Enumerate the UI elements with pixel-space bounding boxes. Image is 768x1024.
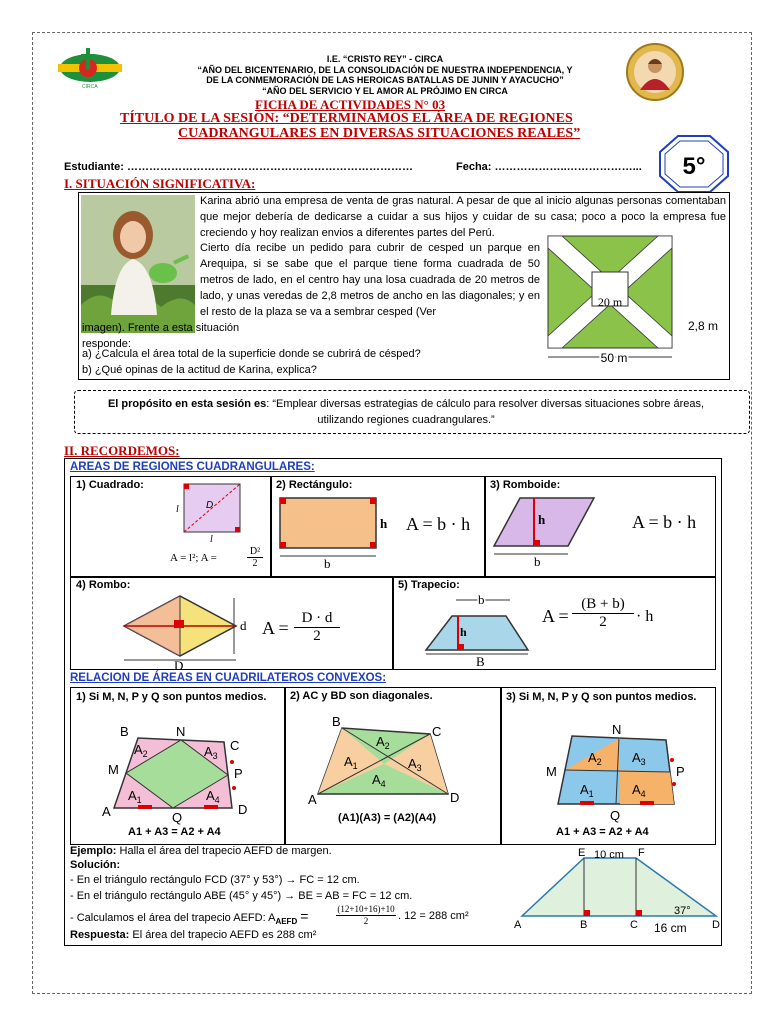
svg-text:D: D — [238, 802, 248, 817]
svg-text:A: A — [514, 919, 522, 931]
svg-text:F: F — [638, 847, 645, 859]
svg-text:D: D — [174, 658, 184, 673]
svg-text:C: C — [230, 738, 240, 753]
svg-text:A1: $A_1$ — [580, 782, 594, 799]
relation-2-label: 2) AC y BD son diagonales. — [290, 690, 433, 702]
question-b: b) ¿Qué opinas de la actitud de Karina, explica? — [82, 364, 317, 376]
svg-text:P: P — [234, 766, 243, 781]
session-title-2: CUADRANGULARES EN DIVERSAS SITUACIONES REALES” — [178, 126, 581, 141]
relation-1-figure — [100, 722, 268, 825]
year-line-1: “AÑO DEL BICENTENARIO, DE LA CONSOLIDACIÓN DE NUESTRA INDEPENDENCIA, Y — [197, 65, 573, 75]
svg-text:2,8 m: 2,8 m — [688, 319, 719, 333]
student-field[interactable]: Estudiante: …………………………………………………………………… — [64, 161, 413, 173]
svg-text:A2: $A_2$ — [588, 750, 602, 767]
svg-text:h: h — [538, 512, 546, 527]
svg-text:A3: $A_3$ — [632, 750, 646, 767]
svg-text:h: h — [460, 625, 467, 639]
square-formula: A = l²; A = — [170, 552, 217, 564]
svg-text:A4: $A_4$ — [206, 788, 220, 805]
svg-text:A: A — [308, 792, 317, 807]
svg-text:B: B — [120, 724, 129, 739]
svg-text:h: h — [380, 516, 388, 531]
recall-heading: II. RECORDEMOS: — [64, 443, 180, 458]
svg-text:M: M — [108, 762, 119, 777]
rectangle-label: 2) Rectángulo: — [276, 479, 353, 491]
trapezoid-formula-fraction: (B + b) 2 — [572, 596, 634, 631]
svg-text:N: N — [612, 722, 622, 737]
question-a: a) ¿Calcula el área total de la superficie donde se cubrirá de césped? — [82, 348, 421, 360]
svg-text:50 m: 50 m — [600, 351, 628, 365]
relation-3-result: A1 + A3 = A2 + A4 — [556, 826, 649, 838]
rhombus-label: 4) Rombo: — [76, 579, 131, 591]
square-figure — [166, 480, 246, 544]
svg-text:D: D — [206, 500, 214, 511]
rhombus-formula-a: A = — [262, 618, 289, 638]
svg-text:16 cm: 16 cm — [654, 921, 687, 935]
situation-paragraph-1: Karina abrió una empresa de venta de gras natural. A pesar de que al inicio algunas personas comentaban que mejor debería de dedicarse a cuidar a sus hijos y cuidar de su casa; poco a poco la empresa fue creciendo y hoy realizan envios a diferentes partes del Perú. — [200, 195, 726, 239]
square-formula-fraction: D² 2 — [247, 546, 263, 569]
svg-text:C: C — [630, 919, 638, 931]
areas-title: AREAS DE REGIONES CUADRANGULARES: — [70, 461, 315, 473]
relation-3-label: 3) Si M, N, P y Q son puntos medios. — [506, 691, 697, 703]
example-trapezoid-figure — [512, 844, 718, 938]
solution-step-3: - Calculamos el área del trapecio AEFD: $A_{AEFD}$ = — [70, 908, 309, 927]
svg-text:M: M — [546, 764, 557, 779]
session-title-1: TÍTULO DE LA SESIÓN: “DETERMINAMOS EL ÁREA DE REGIONES — [120, 111, 573, 126]
svg-text:A3: $A_3$ — [408, 756, 422, 773]
svg-text:A4: $A_4$ — [632, 782, 646, 799]
solution-step-2: - En el triángulo rectángulo ABE (45° y 45°) → BE = AB = FC = 12 cm. — [70, 890, 413, 902]
solution-step-3-end: . 12 = 288 cm² — [398, 910, 469, 922]
rhomboid-figure — [490, 494, 600, 570]
svg-text:b: b — [324, 556, 331, 571]
svg-text:A1: $A_1$ — [344, 754, 358, 771]
svg-text:B: B — [476, 654, 485, 669]
date-field[interactable]: Fecha: ………………..………………... — [456, 161, 642, 173]
svg-text:A2: $A_2$ — [134, 742, 148, 759]
purpose-text: El propósito en esta sesión es: “Emplear diversas estrategias de cálculo para resolver diversas situaciones sobre áreas, utilizando regiones cuadrangulares.” — [107, 398, 705, 426]
svg-text:B: B — [332, 714, 341, 729]
park-diagram — [538, 232, 722, 366]
relation-3-figure — [540, 722, 704, 822]
rhomboid-label: 3) Romboide: — [490, 479, 561, 491]
svg-text:A: A — [102, 804, 111, 819]
svg-text:N: N — [176, 724, 186, 739]
svg-text:b: b — [534, 554, 541, 569]
svg-text:P: P — [676, 764, 685, 779]
year-line-3: “AÑO DEL SERVICIO Y EL AMOR AL PRÓJIMO EN CIRCA — [262, 86, 508, 96]
svg-text:C: C — [432, 724, 442, 739]
answer-line: Respuesta: El área del trapecio AEFD es 288 cm² — [70, 929, 317, 941]
school-logo — [48, 46, 130, 90]
square-label: 1) Cuadrado: — [76, 479, 144, 491]
svg-text:d: d — [240, 618, 247, 633]
svg-text:l: l — [210, 534, 213, 545]
trapezoid-formula-h: · h — [636, 608, 654, 625]
worksheet-number: FICHA DE ACTIVIDADES N° 03 — [255, 97, 446, 112]
woman-watering-photo — [81, 195, 195, 333]
svg-text:A3: $A_3$ — [204, 744, 218, 761]
solution-label: Solución: — [70, 859, 121, 871]
svg-text:CIRCA: CIRCA — [82, 84, 98, 90]
svg-text:A4: $A_4$ — [372, 772, 386, 789]
svg-text:D: D — [712, 919, 720, 931]
christ-seal-icon — [626, 42, 684, 102]
trapezoid-formula-a: A = — [542, 606, 569, 626]
rhombus-formula-fraction: D · d 2 — [294, 610, 340, 645]
trapezoid-figure — [420, 594, 530, 670]
school-name: I.E. “CRISTO REY” - CIRCA — [326, 54, 444, 64]
svg-text:Q: Q — [610, 808, 621, 823]
svg-text:A2: $A_2$ — [376, 734, 390, 751]
svg-text:D: D — [450, 790, 460, 805]
trapezoid-label: 5) Trapecio: — [398, 579, 460, 591]
svg-text:A1: $A_1$ — [128, 788, 142, 805]
situation-paragraph-2-b: imagen). Frente a esta situación responde: — [82, 322, 240, 350]
svg-text:l: l — [176, 504, 179, 515]
year-line-2: DE LA CONMEMORACIÓN DE LAS HEROICAS BATALLAS DE JUNIN Y AYACUCHO” — [206, 75, 564, 85]
svg-text:37°: 37° — [674, 905, 691, 917]
rectangle-formula: A = b · h — [406, 514, 471, 534]
svg-text:b: b — [478, 592, 485, 607]
svg-text:5°: 5° — [682, 153, 706, 180]
svg-text:E: E — [578, 847, 586, 859]
svg-text:B: B — [580, 919, 588, 931]
svg-text:10 cm: 10 cm — [594, 849, 624, 861]
relation-1-label: 1) Si M, N, P y Q son puntos medios. — [76, 691, 267, 703]
rhombus-figure — [120, 590, 254, 673]
grade-octagon — [656, 132, 732, 196]
situation-heading: I. SITUACIÓN SIGNIFICATIVA: — [64, 176, 256, 191]
situation-paragraph-2-a: Cierto día recibe un pedido para cubrir de cesped un parque en Arequipa, si se sabe que el parque tiene forma cuadrada de 50 metros de lado, en el centro hay una losa cuadrada de 20 metros de lado, y unas veredas de 2,8 metros de ancho en las diagonales; y en el resto de la plaza se va a sembrar cesped (Ver — [200, 242, 540, 318]
svg-text:Q: Q — [172, 810, 183, 825]
solution-step-1: - En el triángulo rectángulo FCD (37° y 53°) → FC = 12 cm. — [70, 874, 360, 886]
relation-2-figure — [306, 714, 470, 808]
relation-2-result: (A1)(A3) = (A2)(A4) — [338, 812, 437, 824]
rectangle-figure — [278, 494, 388, 570]
solution-fraction: (12+10+16)+10 2 — [337, 904, 395, 926]
relation-1-result: A1 + A3 = A2 + A4 — [128, 826, 221, 838]
relation-title: RELACION DE ÁREAS EN CUADRILATEROS CONVEXOS: — [70, 672, 387, 684]
example-statement: Ejemplo: Halla el área del trapecio AEFD de margen. — [70, 845, 332, 857]
svg-text:20 m: 20 m — [597, 295, 623, 309]
rhomboid-formula: A = b · h — [632, 512, 697, 532]
